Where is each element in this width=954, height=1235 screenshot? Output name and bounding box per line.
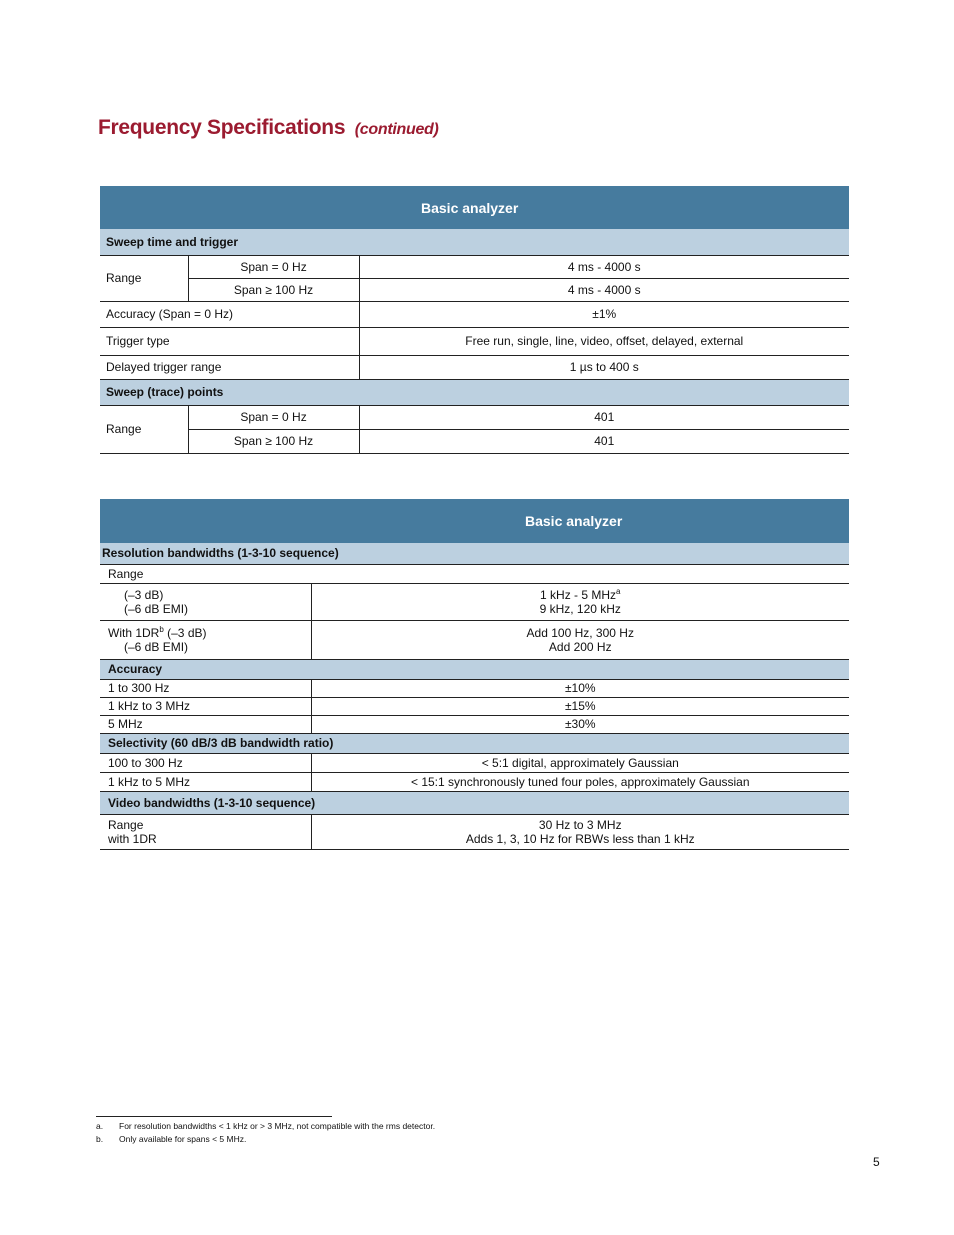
- row-value: ±15%: [564, 699, 596, 713]
- section-label: Sweep (trace) points: [100, 379, 849, 405]
- row-label: Range: [108, 566, 144, 581]
- footnote-a: [96, 1121, 435, 1131]
- footnote-ref-a: a: [616, 586, 621, 596]
- row-label: 1 kHz to 3 MHz: [100, 697, 311, 715]
- row-value: 4 ms - 4000 s: [567, 282, 641, 297]
- table-row: [100, 429, 849, 453]
- section-row: [100, 733, 849, 753]
- footnote-ref-b: b: [159, 624, 164, 634]
- rbw-range-value: 1 kHz - 5 MHz: [540, 587, 617, 602]
- table-row: [100, 715, 849, 733]
- table-row: [100, 278, 849, 301]
- row-value: 401: [594, 434, 615, 448]
- row-label: 5 MHz: [100, 715, 311, 733]
- section-row: [100, 543, 849, 564]
- column-header: Basic analyzer: [359, 186, 849, 229]
- vbw-1dr-value: Adds 1, 3, 10 Hz for RBWs less than 1 kHz: [465, 831, 695, 846]
- continued-label: (continued): [354, 121, 439, 138]
- table-row: [100, 327, 849, 355]
- footnote-b: [96, 1134, 246, 1144]
- footnote-mark: b.: [96, 1134, 104, 1144]
- row-value: Free run, single, line, video, offset, delayed, external: [465, 334, 744, 348]
- row-value: ±10%: [564, 681, 596, 695]
- row-value: 1 µs to 400 s: [569, 360, 639, 374]
- row-value: < 5:1 digital, approximately Gaussian: [481, 755, 679, 770]
- table-row: [100, 355, 849, 379]
- section-label: Resolution bandwidths (1-3-10 sequence): [100, 543, 849, 564]
- table-header-row: [100, 499, 849, 543]
- row-sublabel: Span = 0 Hz: [188, 405, 359, 429]
- section-row: [100, 659, 849, 679]
- sweep-spec-table: [100, 186, 849, 454]
- row-label: Trigger type: [100, 327, 359, 355]
- row-label: Range: [100, 255, 188, 301]
- section-label: Video bandwidths (1-3-10 sequence): [100, 791, 849, 814]
- with1dr-value-1: Add 100 Hz, 300 Hz: [526, 625, 634, 640]
- vbw-1dr-label: with 1DR: [108, 831, 157, 846]
- row-value: 4 ms - 4000 s: [567, 259, 641, 274]
- section-label: Sweep time and trigger: [100, 229, 849, 255]
- column-header: Basic analyzer: [311, 499, 849, 543]
- section-row: [100, 791, 849, 814]
- with1dr-minus3-label: (–3 dB): [167, 625, 207, 640]
- row-label: [100, 583, 311, 620]
- page-title: [98, 116, 439, 140]
- row-label: Delayed trigger range: [100, 355, 359, 379]
- section-row: [100, 229, 849, 255]
- table-row: [100, 697, 849, 715]
- row-value: 401: [594, 410, 615, 424]
- with1dr-value-2: Add 200 Hz: [548, 639, 612, 654]
- row-sublabel: Span = 0 Hz: [188, 255, 359, 278]
- page-number: 5: [873, 1155, 880, 1169]
- row-value: [311, 583, 849, 620]
- row-value: [311, 620, 849, 659]
- table-row: [100, 814, 849, 849]
- table-row: [100, 679, 849, 697]
- table-row: [100, 620, 849, 659]
- section-label: Selectivity (60 dB/3 dB bandwidth ratio): [100, 733, 849, 753]
- minus6-label: (–6 dB EMI): [124, 601, 189, 616]
- minus3-label: (–3 dB): [124, 587, 164, 602]
- footnote-mark: a.: [96, 1121, 104, 1131]
- row-label: Accuracy (Span = 0 Hz): [100, 301, 359, 327]
- row-label: 100 to 300 Hz: [100, 753, 311, 772]
- row-value: ±1%: [592, 307, 617, 321]
- section-label: Accuracy: [100, 659, 849, 679]
- page-title-text: Frequency Specifications: [98, 116, 346, 139]
- bandwidth-spec-table: [100, 499, 849, 850]
- table-row: [100, 772, 849, 791]
- table-row: [100, 405, 849, 429]
- row-label: [100, 814, 311, 849]
- table-row: [100, 255, 849, 278]
- footnote-divider: [96, 1116, 332, 1117]
- row-label: 1 kHz to 5 MHz: [100, 772, 311, 791]
- row-label: 1 to 300 Hz: [100, 679, 311, 697]
- vbw-range-label: Range: [108, 817, 144, 832]
- table-row: [100, 583, 849, 620]
- row-label: [100, 620, 311, 659]
- footnote-text: For resolution bandwidths < 1 kHz or > 3 MHz, not compatible with the rms detector.: [119, 1121, 436, 1131]
- table-header-row: [100, 186, 849, 229]
- row-label: Range: [100, 405, 188, 453]
- footnote-text: Only available for spans < 5 MHz.: [119, 1134, 247, 1144]
- row-value: < 15:1 synchronously tuned four poles, approximately Gaussian: [410, 774, 750, 789]
- row-value: ±30%: [564, 717, 596, 731]
- vbw-range-value: 30 Hz to 3 MHz: [538, 817, 622, 832]
- table-row: [100, 564, 849, 583]
- row-value: [311, 814, 849, 849]
- with1dr-minus6-label: (–6 dB EMI): [124, 639, 189, 654]
- row-sublabel: Span ≥ 100 Hz: [188, 278, 359, 301]
- row-sublabel: Span ≥ 100 Hz: [188, 429, 359, 453]
- section-row: [100, 379, 849, 405]
- with1dr-label: With 1DR: [108, 625, 160, 640]
- table-row: [100, 753, 849, 772]
- table-row: [100, 301, 849, 327]
- emi-bandwidth-value: 9 kHz, 120 kHz: [539, 601, 621, 616]
